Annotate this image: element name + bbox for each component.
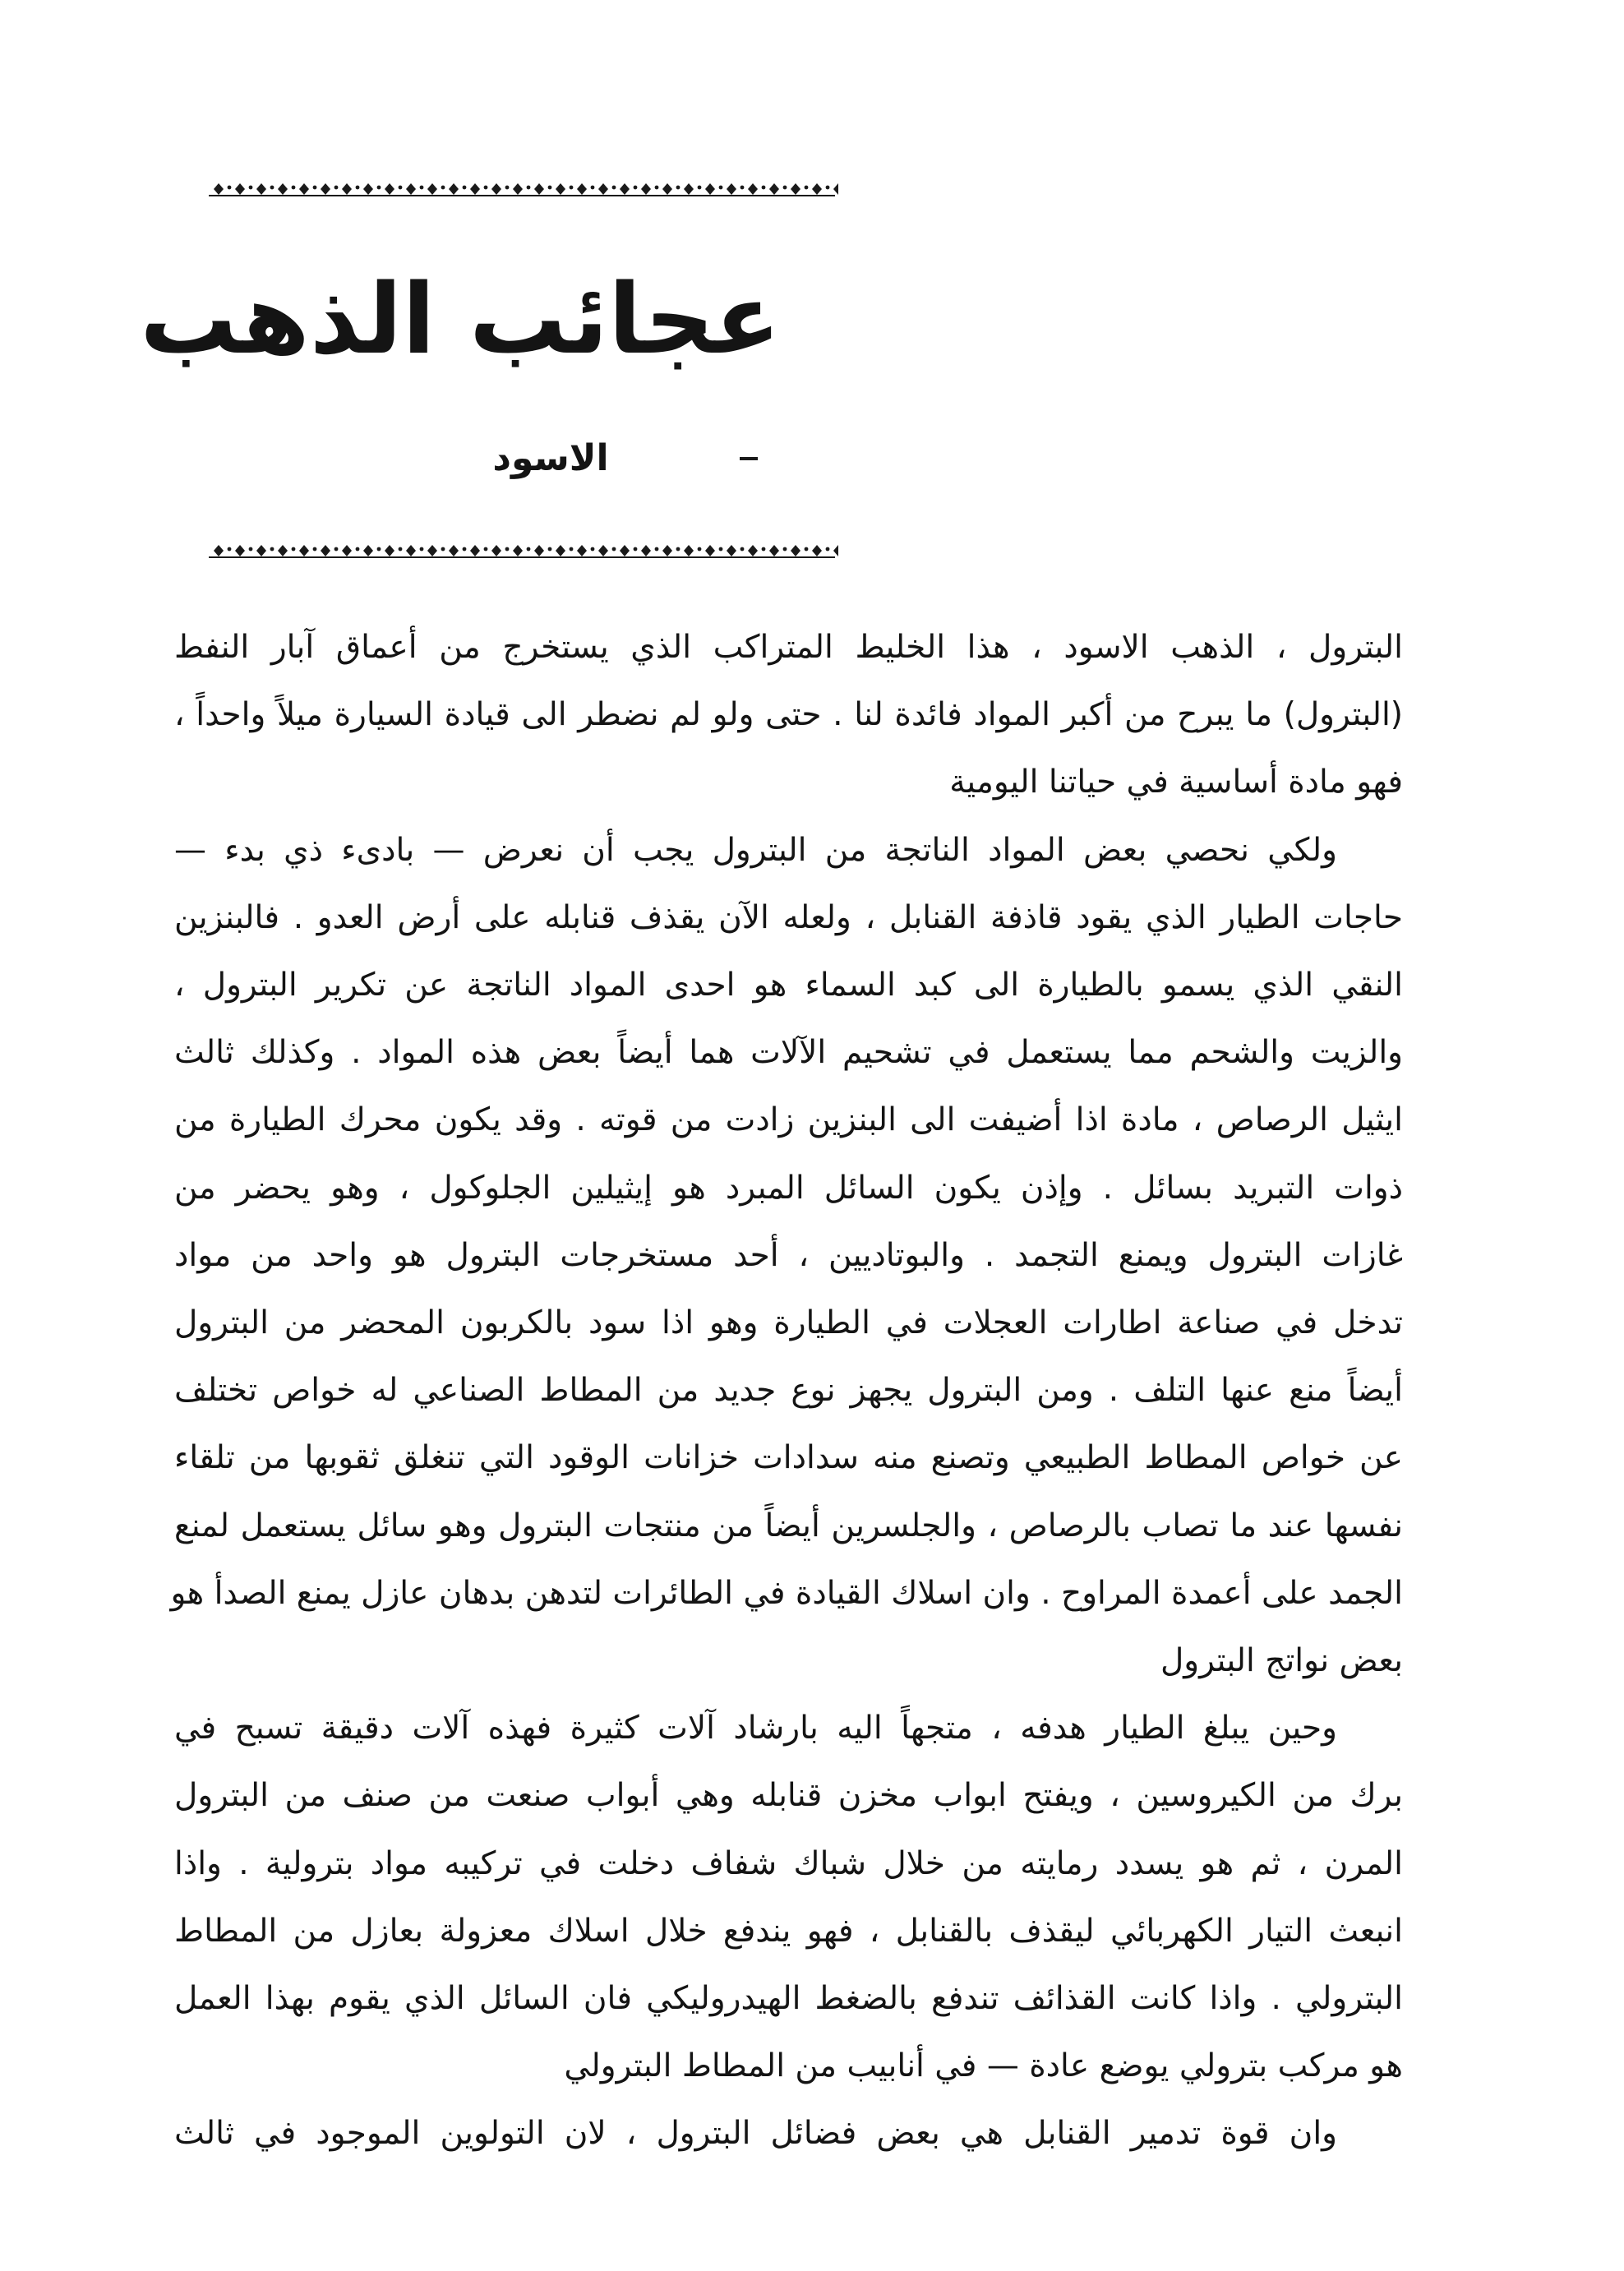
- text-line: وان قوة تدمير القنابل هي بعض فضائل البترول ، لان التولوين الموجود في ثالث: [174, 2115, 1337, 2153]
- text-line: أيضاً منع عنها التلف . ومن البترول يجهز نوع جديد من المطاط الصناعي له خواص تختلف: [174, 1372, 1403, 1410]
- article-title: عجائب الذهب: [140, 262, 781, 376]
- text-line: انبعث التيار الكهربائي ليقذف بالقنابل ، فهو يندفع خلال اسلاك معزولة بعازل من المطاط: [174, 1912, 1403, 1950]
- text-line: تدخل في صناعة اطارات العجلات في الطيارة وهو اذا سود بالكربون المحضر من البترول: [174, 1304, 1403, 1341]
- text-line: ذوات التبريد بسائل . وإذن يكون السائل المبرد هو إيثيلين الجلوكول ، وهو يحضر من: [174, 1169, 1403, 1207]
- text-line: (البترول) ما يبرح من أكبر المواد فائدة لنا . حتى ولو لم نضطر الى قيادة السيارة ميلاً واحداً ،: [174, 696, 1403, 734]
- text-line: حاجات الطيار الذي يقود قاذفة القنابل ، ولعله الآن يقذف قنابله على أرض العدو . فالبنزين: [174, 898, 1403, 936]
- text-line: نفسها عند ما تصاب بالرصاص ، والجلسرين أيضاً من منتجات البترول وهو سائل يستعمل لمنع: [174, 1507, 1403, 1544]
- text-line: فهو مادة أساسية في حياتنا اليومية: [949, 764, 1403, 801]
- article-body: [170, 621, 1403, 2166]
- text-line: وحين يبلغ الطيار هدفه ، متجهاً اليه بارشاد آلات كثيرة فهذه آلات دقيقة تسبح في: [174, 1710, 1337, 1747]
- ornamental-border-bottom: [205, 536, 838, 569]
- subtitle-dash: [740, 457, 758, 460]
- ornamental-border-top: [205, 174, 838, 207]
- article-subtitle: الاسود: [492, 437, 609, 479]
- text-line: بعض نواتج البترول: [1160, 1642, 1403, 1679]
- text-line: والزيت والشحم مما يستعمل في تشحيم الآلات هما أيضاً بعض هذه المواد . وكذلك ثالث: [174, 1034, 1403, 1072]
- text-line: البترولي . واذا كانت القذائف تندفع بالضغط الهيدروليكي فان السائل الذي يقوم بهذا العمل: [174, 1980, 1403, 2017]
- text-line: الجمد على أعمدة المراوح . وان اسلاك القيادة في الطائرات لتدهن بدهان عازل يمنع الصدأ هو: [170, 1574, 1403, 1612]
- text-line: ولكي نحصي بعض المواد الناتجة من البترول يجب أن نعرض — بادىء ذي بدء —: [174, 831, 1337, 869]
- text-line: النقي الذي يسمو بالطيارة الى كبد السماء هو احدى المواد الناتجة عن تكرير البترول ،: [174, 967, 1403, 1004]
- text-line: عن خواص المطاط الطبيعي وتصنع منه سدادات خزانات الوقود التي تنغلق ثقوبها من تلقاء: [174, 1439, 1403, 1477]
- text-line: غازات البترول ويمنع التجمد . والبوتاديين ، أحد مستخرجات البترول هو واحد من مواد: [174, 1236, 1403, 1274]
- text-line: البترول ، الذهب الاسود ، هذا الخليط المتراكب الذي يستخرج من أعماق آبار النفط: [174, 629, 1403, 666]
- text-line: برك من الكيروسين ، ويفتح ابواب مخزن قنابله وهي أبواب صنعت من صنف من البترول: [174, 1777, 1403, 1815]
- text-line: المرن ، ثم هو يسدد رمايته من خلال شباك شفاف دخلت في تركيبه مواد بترولية . واذا: [174, 1844, 1403, 1882]
- text-line: ايثيل الرصاص ، مادة اذا أضيفت الى البنزين زادت من قوته . وقد يكون محرك الطيارة من: [174, 1101, 1403, 1139]
- text-line: هو مركب بترولي يوضع عادة — في أنابيب من المطاط البترولي: [564, 2047, 1403, 2085]
